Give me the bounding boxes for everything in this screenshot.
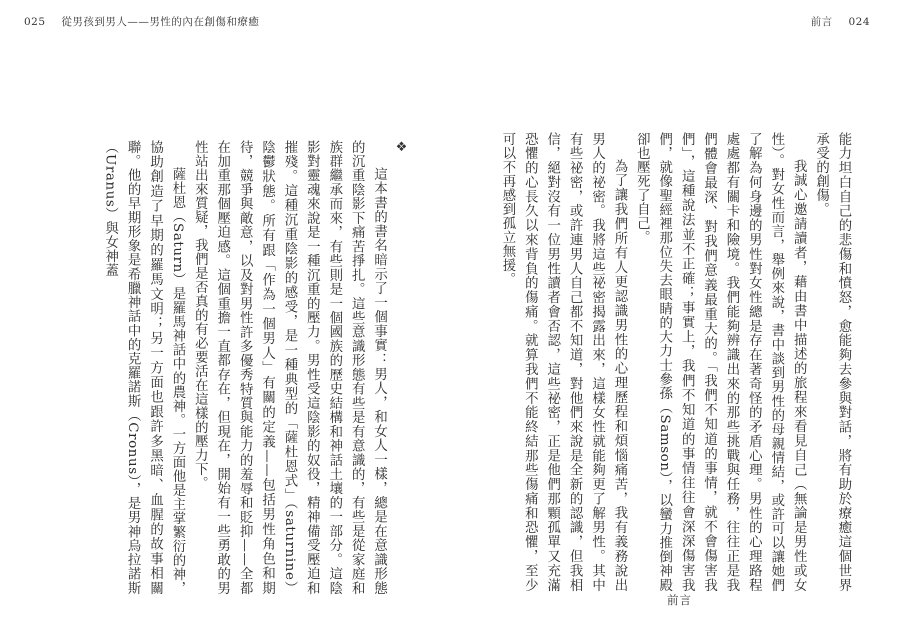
section-ornament: ❖ xyxy=(394,140,409,156)
right-paragraph-2: 我誠心邀請讀者，藉由書中描述的旅程來看見自己（無論是男性或女性）。對女性而言，舉例來說，書中談到男性的母親情結，或許可以讓她們了解為何身邊的男性對女性總是存在著奇怪的矛盾心理。男性的心理路程處處都有關卡和險境。我們能夠辨識出來的那些挑戰與任務，往往正是我們體會最深、對我們意義最重大的。「我們不知道的事情，就不會傷害我們」，這種說法並不正確；事實上，我們不知道的事情往往會深深傷害我們，就像聖經裡那位失去眼睛的大力士參孫（Samson），以蠻力推倒神殿卻也壓死了自己。 xyxy=(634,132,807,592)
footer-folio: 前言 xyxy=(667,593,692,607)
right-paragraph-1: 能力坦白自己的悲傷和憤怒，愈能夠去參與對話，將有助於療癒這個世界承受的創傷。 xyxy=(813,132,851,592)
right-paragraph-3: 為了讓我們所有人更認識男性的心理歷程和煩惱痛苦，我有義務說出男人的祕密。我將這些祕密揭露出來，這樣女性就能夠更了解男性。其中有些祕密，或許連男人自己都不知道，對他們來說是全新的認識，但我相信，絕對沒有一位男性讀者會否認，這些祕密，正是他們那顆孤單又充滿恐懼的心長久以來背負的傷痛。就算我們不能終結那些傷痛和恐懼，至少可以不再感到孤立無援。 xyxy=(499,132,627,592)
left-page-number: 025 xyxy=(24,16,46,28)
right-page-body xyxy=(464,132,854,592)
left-page-body xyxy=(102,140,412,595)
left-paragraph-2: 薩杜恩（Saturn）是羅馬神話中的農神。一方面他是主掌繁衍的神，協助創造了早期的羅馬文明；另一方面也跟許多黑暗、血腥的故事相關聯。他的早期形象是希臘神話中的克羅諾斯（Cronus），是男神烏拉諾斯（Uranus）與女神蓋 xyxy=(102,140,185,595)
section-ornament-line xyxy=(390,140,412,595)
right-page-number: 024 xyxy=(848,16,870,28)
chapter-title: 前言 xyxy=(810,16,833,28)
left-paragraph-1: 這本書的書名暗示了一個事實：男人，和女人一樣，總是在意識形態的沉重陰影下痛苦掙扎。這些意識形態有些是有意識的，有些是從家庭和族群繼承而來，有些則是一個國族的歷史結構和神話土壤的一部分。這陰影對靈魂來說是一種沉重的壓力。男性受這陰影的奴役，精神備受壓迫和摧殘。這種沉重陰影的感受，是一種典型的「薩杜恩式」（saturnine）陰鬱狀態。所有跟「作為一個男人」有關的定義——包括男性角色和期待，競爭與敵意，以及對男性許多優秀特質與能力的羞辱和貶抑——全都在加重那個壓迫感。這個重擔一直都存在，但現在，開始有一些勇敢的男性站出來質疑，我們是否真的有必要活在這樣的壓力下。 xyxy=(192,140,387,595)
book-title: 從男孩到男人——男性的內在創傷和療癒 xyxy=(61,16,260,28)
